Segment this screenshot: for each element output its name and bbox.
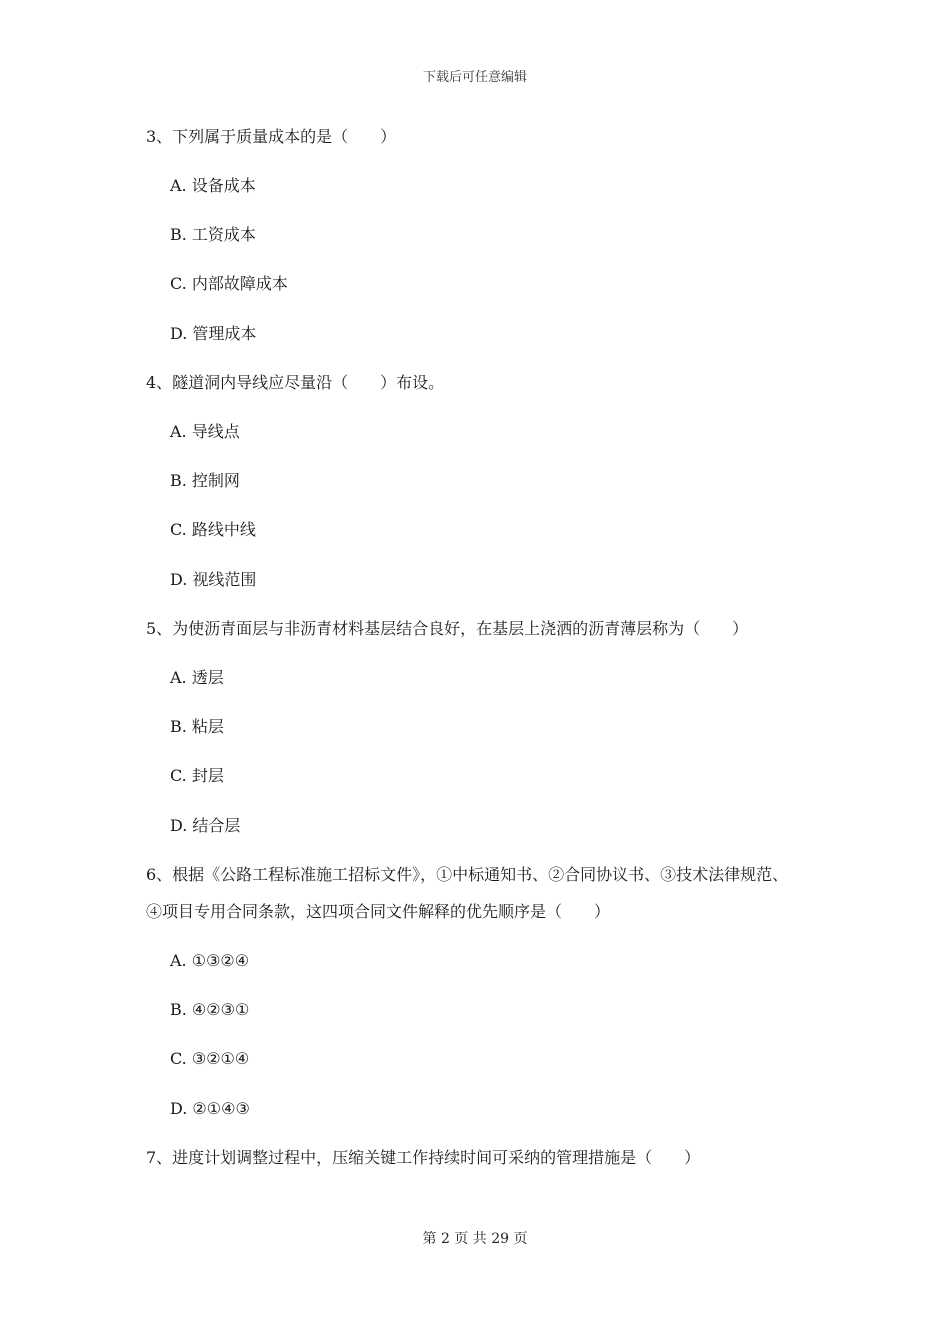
question-3-option-b: B. 工资成本 <box>170 225 256 244</box>
page-footer: 第 2 页 共 29 页 <box>422 1231 528 1247</box>
question-5-option-a: A. 透层 <box>170 668 224 687</box>
question-4-option-b: B. 控制网 <box>170 471 240 490</box>
page-header: 下载后可任意编辑 <box>422 70 527 85</box>
question-4-option-c: C. 路线中线 <box>170 520 256 539</box>
question-6-stem-line-1: 6、根据《公路工程标准施工招标文件》，①中标通知书、②合同协议书、③技术法律规范、 <box>146 865 789 884</box>
question-5-option-c: C. 封层 <box>170 766 224 785</box>
question-4-option-a: A. 导线点 <box>170 422 240 441</box>
question-3-option-a: A. 设备成本 <box>170 176 256 195</box>
question-3-stem: 3、下列属于质量成本的是（ ） <box>146 127 397 146</box>
question-5-option-b: B. 粘层 <box>170 717 224 736</box>
question-7-stem: 7、进度计划调整过程中，压缩关键工作持续时间可采纳的管理措施是（ ） <box>146 1148 701 1167</box>
question-3-option-d: D. 管理成本 <box>170 324 257 343</box>
question-6-stem-line-2: ④项目专用合同条款，这四项合同文件解释的优先顺序是（ ） <box>146 902 611 921</box>
question-5-option-d: D. 结合层 <box>170 816 241 835</box>
question-6-option-d: D. ②①④③ <box>170 1099 250 1118</box>
question-3-option-c: C. 内部故障成本 <box>170 274 288 293</box>
question-4-stem: 4、隧道洞内导线应尽量沿（ ）布设。 <box>146 373 445 392</box>
question-4-option-d: D. 视线范围 <box>170 570 257 589</box>
question-6-option-b: B. ④②③① <box>170 1000 250 1019</box>
question-5-stem: 5、为使沥青面层与非沥青材料基层结合良好，在基层上浇洒的沥青薄层称为（ ） <box>146 619 749 638</box>
question-6-option-c: C. ③②①④ <box>170 1049 250 1068</box>
question-6-option-a: A. ①③②④ <box>170 951 250 970</box>
